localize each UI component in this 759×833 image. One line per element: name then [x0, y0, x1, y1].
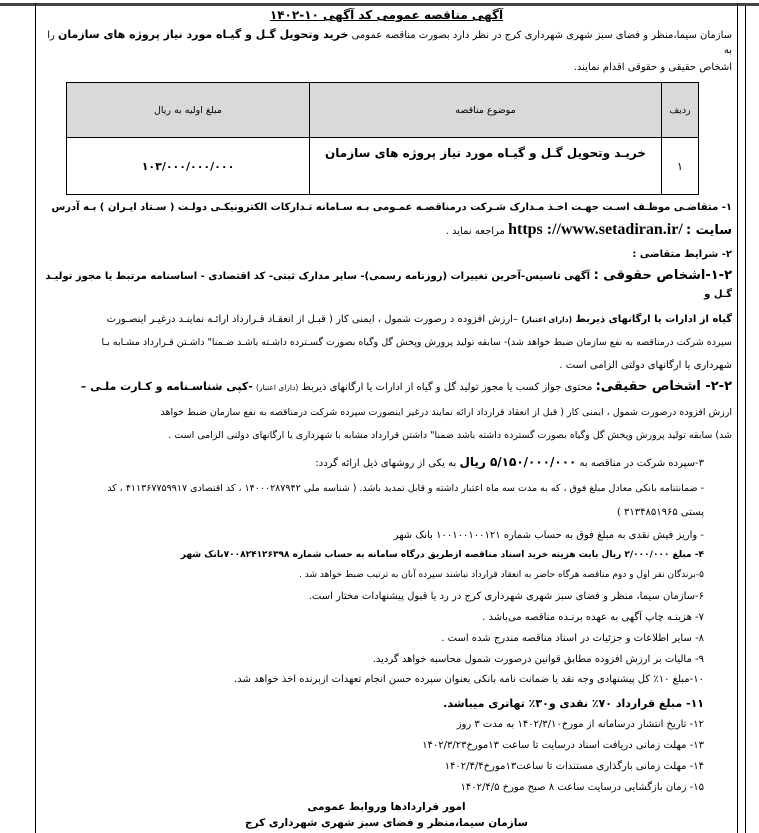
item-3-line-2: - ضمانتنامه بانکی معادل مبلغ فوق ، که به مدت سه ماه اعتبار داشته و قابل تمدید باشد. ( شناسه ملی ۱۴۰۰۰۲۸۷۹۴۲ ، کد اقتصادی ۴۱۱۳۶۷۷۵۹۹۱۷ ، کد: [107, 483, 704, 494]
item-3-line-1: [41, 453, 732, 473]
item-1-end: مراجعه نماید .: [445, 226, 505, 237]
legal-persons-label: ۱-۲-اشخاص حقوقی :: [593, 268, 732, 283]
natural-persons-label: ۲-۲- اشخاص حقیقی:: [595, 379, 732, 394]
table-row: [67, 138, 699, 195]
item-2-2-line-3: شد) سابقه تولید پرورش وپخش گل وگیاه بصورت گسترده داشته باشد ضمنا" داشتن قرارداد مشابه با شهرداری یا ارگانهای دولتی الزامی است .: [168, 430, 732, 441]
item-11: ۱۱- مبلغ قرارداد ۷۰٪ نقدی و۳۰٪ تهاتری میباشد.: [443, 697, 704, 710]
text: محتوی جواز کسب یا مجوز تولید گل و گیاه از ادارات یا ارگانهای ذیربط: [301, 382, 593, 393]
text: ۳-سپرده شرکت در مناقصه به: [579, 458, 704, 469]
cell-index: ۱: [662, 138, 699, 195]
item-5: ۵-برندگان نفر اول و دوم مناقصه هرگاه حاضر به انعقاد قرارداد نباشند سپرده آنان به ترتیب ضبط خواهد شد .: [299, 570, 704, 580]
header-amount: مبلغ اولیه به ریال: [67, 83, 310, 138]
item-7: ۷- هزینـه چاپ آگهی به عهده برنـده مناقصه می‌باشد .: [482, 612, 704, 623]
signature-organization: سازمان سیما،منظر و فضای سبز شهری شهرداری کرج: [245, 817, 528, 829]
intro-text: سازمان سیما،منظر و فضای سبز شهری شهرداری کرج در نظر دارد بصورت مناقصه عمومی: [351, 30, 732, 41]
item-2-1-line-2: [41, 312, 732, 327]
item-2-2-line-2: ارزش افزوده درصورت شمول ، ایمنی کار ( قبل از انعقاد قرارداد ارائه نمایند درغیر اینصورت سپرده شرکت درمناقصه به نفع سازمان ضبط خواهد: [160, 407, 732, 418]
item-2-1-line-4: شهرداری یا ارگانهای دولتی الزامی است .: [559, 360, 732, 371]
item-3-line-4: - واریز فیش نقدی به مبلغ فوق به حساب شماره ۱۰۰۱۰۰۱۰۰۱۲۱ بانک شهر: [393, 530, 704, 541]
text-small: (دارای اعتبار): [256, 383, 299, 392]
deposit-amount: ۵/۱۵۰/۰۰۰/۰۰۰ ریال: [459, 455, 577, 469]
item-12: ۱۲- تاریخ انتشار درسامانه از مورخ۱۴۰۲/۳/۱۰ به مدت ۳ روز: [456, 719, 704, 730]
cell-amount: ۱۰۳/۰۰۰/۰۰۰/۰۰۰: [67, 138, 310, 195]
item-1-line-1: ۱- متقاضـی موظـف اسـت جهـت اخـذ مـدارک شـرکت درمناقصـه عمـومی بـه سـامانه تـدارکات الکترونیکـی دولـت ( سـتاد ایـران ) بـه آدرس: [51, 202, 732, 213]
item-3-line-3: پستی ۳۱۳۴۸۵۱۹۶۵ ): [616, 507, 704, 518]
text: –ارزش افزوده د رصورت شمول ، ایمنی کار ( قبـل از انعقـاد قـرارداد ارائـه نماینـد درغیـر اینصـورت: [106, 314, 518, 325]
site-label: سایت :: [685, 223, 732, 238]
header-index: ردیف: [662, 83, 699, 138]
intro-line-1: [41, 27, 732, 58]
item-2-2-line-1: [41, 378, 732, 397]
item-4: ۴- مبلغ ۲/۰۰۰/۰۰۰ ریال بابت هزینه خرید اسناد مناقصه ازطریق درگاه سامانه به حساب شماره ۷۰۰۸۲۴۱۲۶۳۹۸بانک شهر: [180, 550, 704, 560]
table-header-row: [67, 83, 699, 138]
tender-table: [66, 82, 699, 195]
item-10: ۱۰-مبلغ ۱۰٪ کل پیشنهادی وجه نقد یا ضمانت نامه بانکی بعنوان سپرده حسن انجام تعهدات ازبرنده اخذ خواهد شد.: [234, 674, 704, 685]
header-subject: موضوع مناقصه: [310, 83, 662, 138]
intro-text-end: را به: [47, 30, 732, 56]
item-2: ۲- شرایط متقاضی :: [632, 249, 732, 260]
item-13: ۱۳- مهلت زمانی دریافت اسناد درسایت تا ساعت ۱۳مورخ۱۴۰۲/۳/۲۳: [422, 740, 704, 751]
intro-line-2: اشخاص حقیقی و حقوقی اقدام نمایند.: [573, 62, 732, 73]
item-15: ۱۵- زمان بازگشایی درسایت ساعت ۸ صبح مورخ ۱۴۰۲/۴/۵: [460, 782, 704, 793]
item-1-line-2: [41, 220, 732, 242]
setadiran-link[interactable]: https ://www.setadiran.ir/: [508, 221, 683, 238]
item-8: ۸- سایر اطلاعات و جزئیات در اسناد مناقصه مندرج شده است .: [441, 633, 704, 644]
text: گیاه از ادارات یا ارگانهای ذیربط: [575, 314, 732, 325]
text: به یکی از روشهای ذیل ارائه گردد:: [315, 458, 457, 469]
document-content: [36, 3, 737, 833]
signature-department: امور قراردادها وروابط عمومی: [307, 801, 466, 813]
intro-subject: خرید وتحویل گـل و گیـاه مورد نیاز پروژه های سازمان: [58, 28, 349, 41]
item-6: ۶-سازمان سیما، منظر و فضای سبز شهری شهرداری کرج در رد یا قبول پیشنهادات مختار است.: [308, 591, 704, 602]
item-9: ۹- مالیات بر ارزش افزوده مطابق قوانین درصورت شمول محاسبه خواهد گردید.: [372, 654, 704, 665]
document-frame-outer-line: [745, 6, 746, 833]
item-14: ۱۴- مهلت زمانی بارگذاری مستندات تا ساعت۱۳مورخ۱۴۰۲/۴/۴: [444, 761, 704, 772]
item-2-1-line-1: [41, 267, 732, 304]
item-2-1-text: آگهی تاسیس-آخرین تغییرات (روزنامه رسمی)- سایر مدارک ثبتی- کد اقتصادی - اساسنامه مرتبط یا مجوز تولیـد گـل و: [45, 271, 732, 300]
page-title: آگهی مناقصه عمومی کد آگهی ۱۰-۱۴۰۲: [269, 8, 504, 22]
item-2-1-line-3: سپرده شرکت درمناقصه به نفع سازمان ضبط خواهد شد)- سابقه تولید پرورش وپخش گل وگیاه بصورت گسـترده داشـته باشـد ضـمنا" داشـتن قـرارداد مشـابه بـا: [101, 337, 732, 348]
document-frame: [35, 3, 738, 833]
cell-subject: خریـد وتحویل گـل و گیـاه مورد نیاز پروژه های سازمان: [310, 138, 662, 195]
text-small: (دارای اعتبار): [521, 315, 573, 324]
text: -کپی شناسـنامه و کـارت ملـی –: [80, 380, 253, 393]
